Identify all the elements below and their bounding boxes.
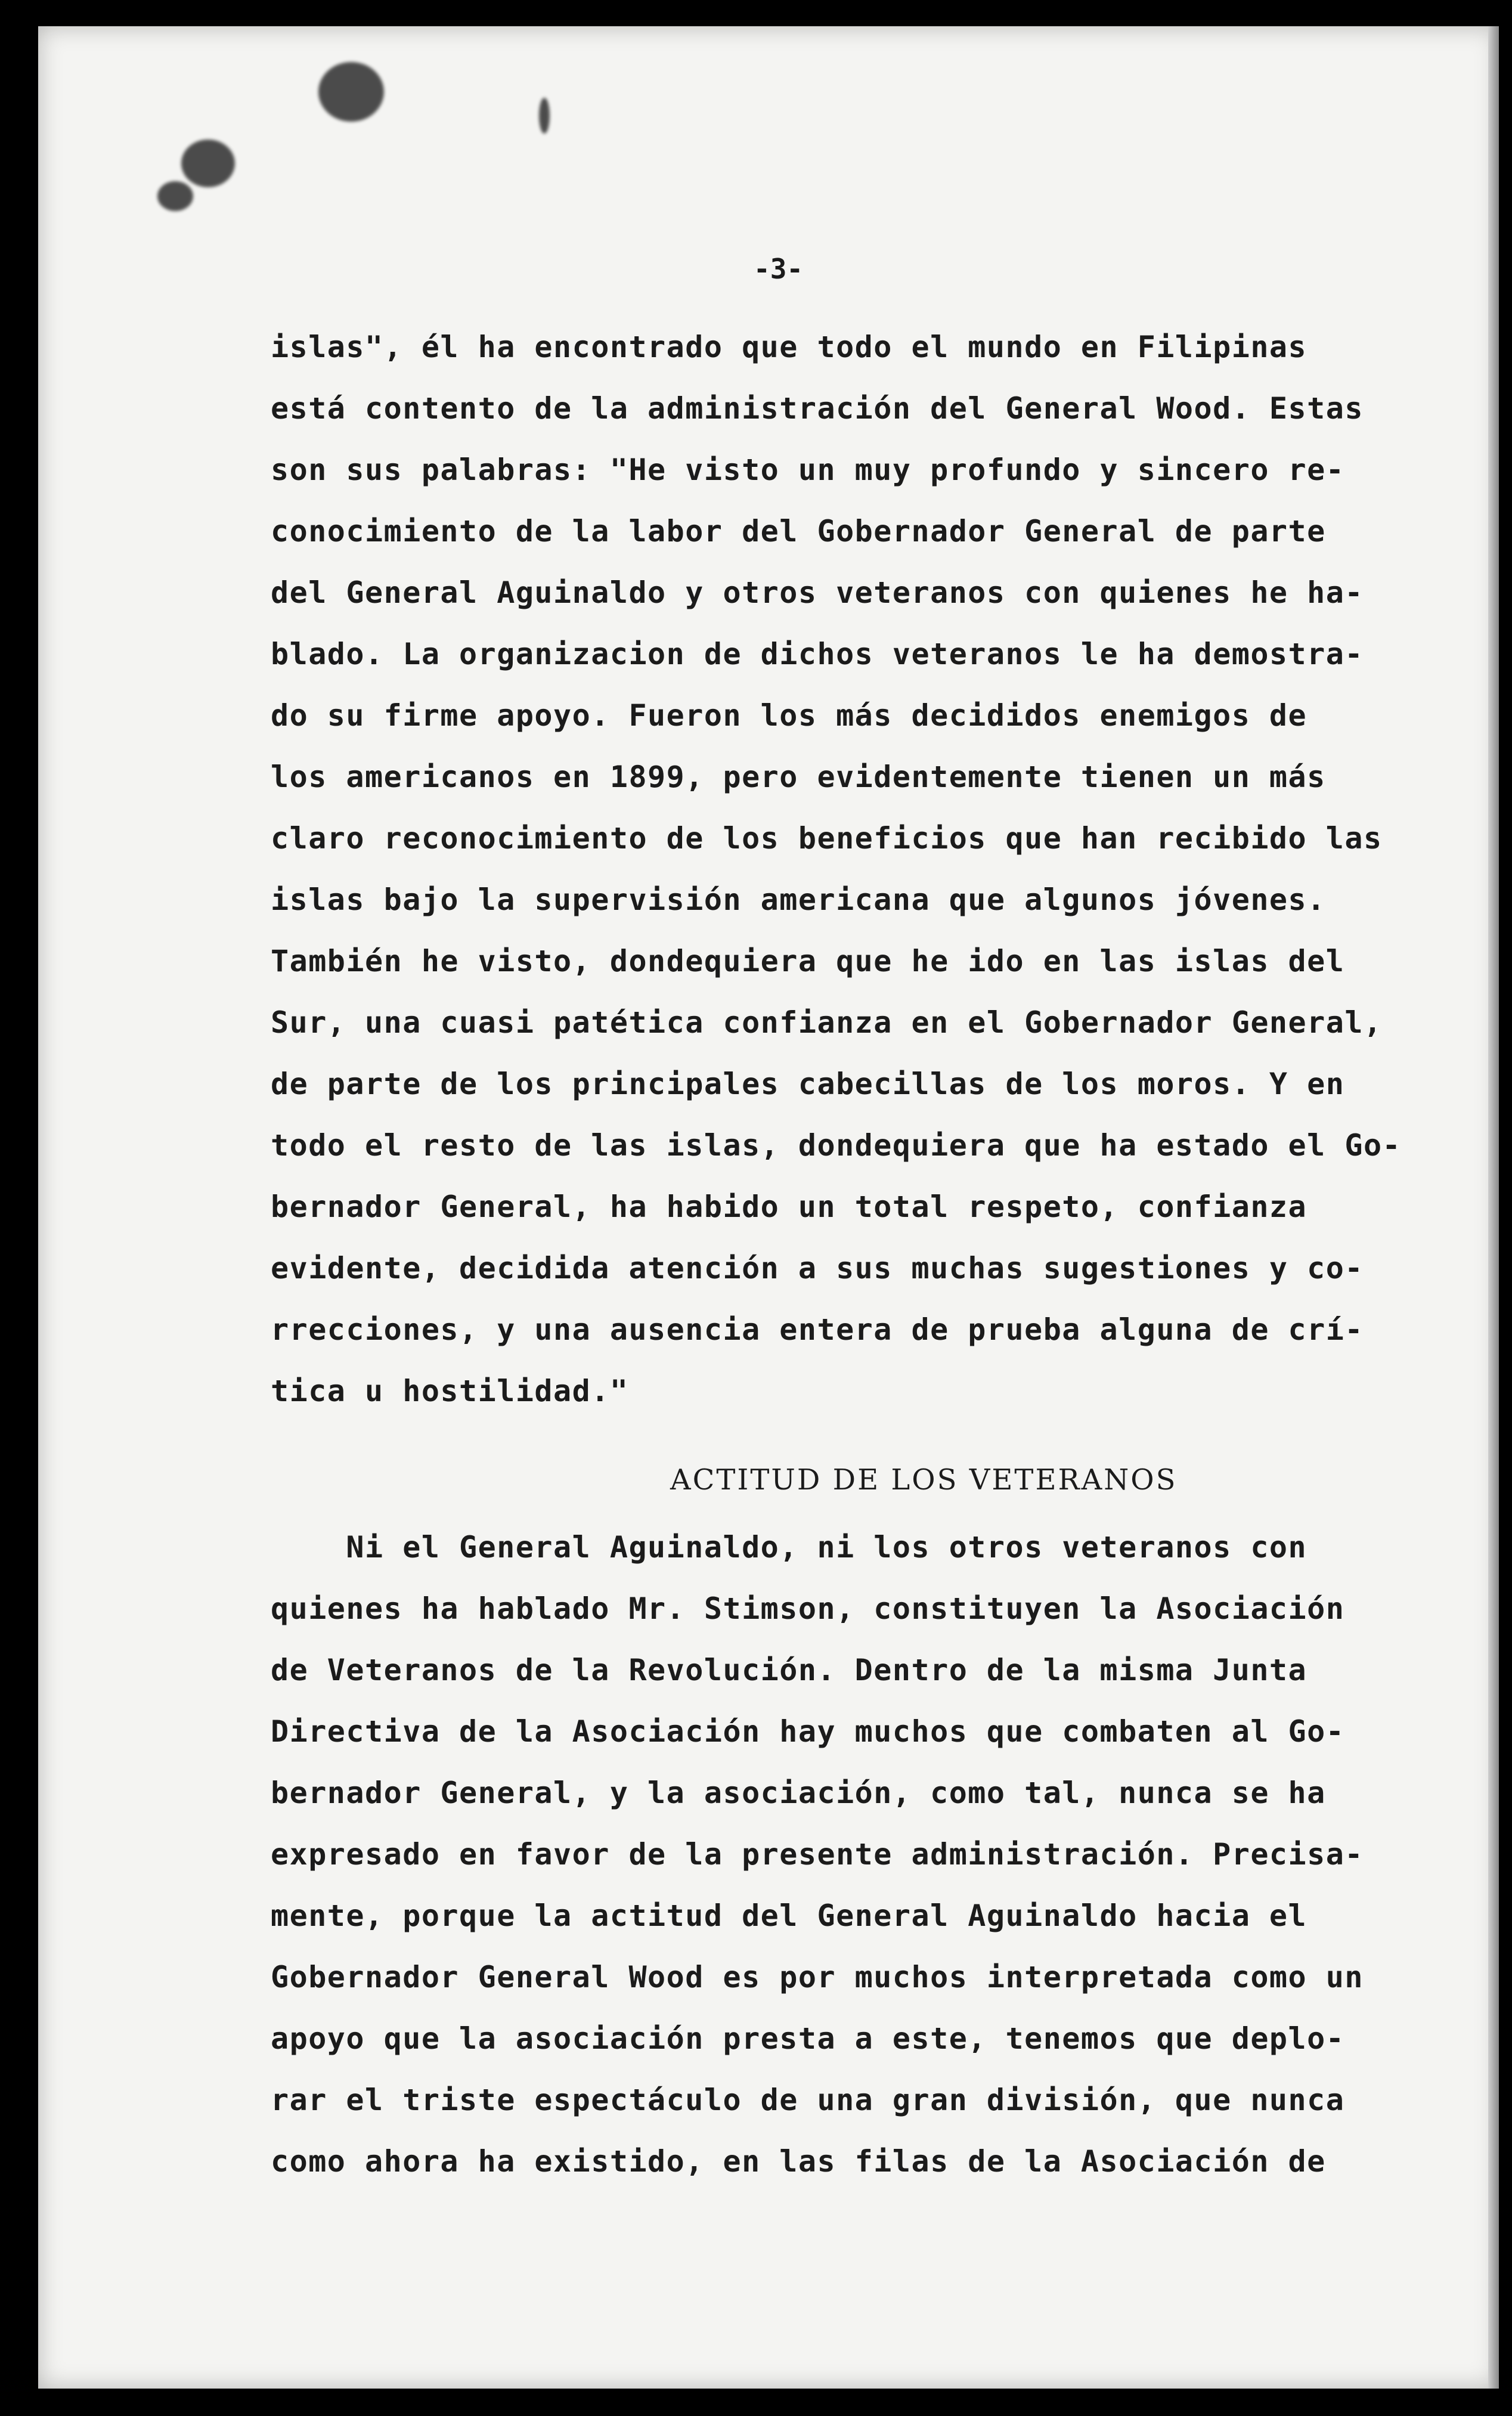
paragraph-2 [271, 1517, 1374, 2192]
text-line: islas", él ha encontrado que todo el mundo en Filipinas [271, 330, 1307, 364]
text-line: conocimiento de la labor del Gobernador General de parte [271, 514, 1326, 549]
ink-stain [181, 140, 235, 187]
text-line: del General Aguinaldo y otros veteranos con quienes he ha- [271, 575, 1364, 610]
text-line: do su firme apoyo. Fueron los más decididos enemigos de [271, 698, 1307, 733]
text-line: de Veteranos de la Revolución. Dentro de la misma Junta [271, 1653, 1307, 1687]
text-line: bernador General, y la asociación, como tal, nunca se ha [271, 1776, 1326, 1810]
text-line: como ahora ha existido, en las filas de la Asociación de [271, 2144, 1326, 2179]
text-line: bernador General, ha habido un total respeto, confianza [271, 1190, 1307, 1224]
text-line: claro reconocimiento de los beneficios que han recibido las [271, 821, 1383, 856]
paragraph-1 [271, 317, 1402, 1422]
text-line: rrecciones, y una ausencia entera de prueba alguna de crí- [271, 1312, 1364, 1347]
text-line: blado. La organizacion de dichos veteranos le ha demostra- [271, 637, 1364, 671]
text-line: islas bajo la supervisión americana que algunos jóvenes. [271, 882, 1326, 917]
ink-stain [157, 181, 193, 211]
ink-stain [318, 62, 384, 122]
page-number: -3- [754, 253, 804, 285]
text-line: Ni el General Aguinaldo, ni los otros veteranos con [271, 1530, 1307, 1565]
text-line: Directiva de la Asociación hay muchos que combaten al Go- [271, 1714, 1345, 1749]
text-line: quienes ha hablado Mr. Stimson, constituyen la Asociación [271, 1591, 1345, 1626]
text-line: También he visto, dondequiera que he ido en las islas del [271, 944, 1345, 978]
text-line: Sur, una cuasi patética confianza en el Gobernador General, [271, 1005, 1383, 1040]
text-line: Gobernador General Wood es por muchos interpretada como un [271, 1960, 1364, 1994]
text-line: todo el resto de las islas, dondequiera que ha estado el Go- [271, 1128, 1402, 1163]
text-line: está contento de la administración del General Wood. Estas [271, 391, 1364, 426]
document-page [38, 26, 1499, 2389]
text-line: apoyo que la asociación presta a este, tenemos que deplo- [271, 2021, 1345, 2056]
text-line: son sus palabras: "He visto un muy profundo y sincero re- [271, 453, 1345, 487]
text-line: de parte de los principales cabecillas de los moros. Y en [271, 1067, 1345, 1101]
page-edge [1488, 26, 1499, 2389]
text-line: expresado en favor de la presente administración. Precisa- [271, 1837, 1364, 1872]
text-line: los americanos en 1899, pero evidentemente tienen un más [271, 760, 1326, 794]
text-line: tica u hostilidad." [271, 1374, 629, 1408]
text-line: rar el triste espectáculo de una gran división, que nunca [271, 2083, 1345, 2117]
text-line: evidente, decidida atención a sus muchas sugestiones y co- [271, 1251, 1364, 1286]
section-heading: ACTITUD DE LOS VETERANOS [670, 1463, 1178, 1497]
text-line: mente, porque la actitud del General Aguinaldo hacia el [271, 1898, 1307, 1933]
ink-stain [539, 98, 550, 134]
